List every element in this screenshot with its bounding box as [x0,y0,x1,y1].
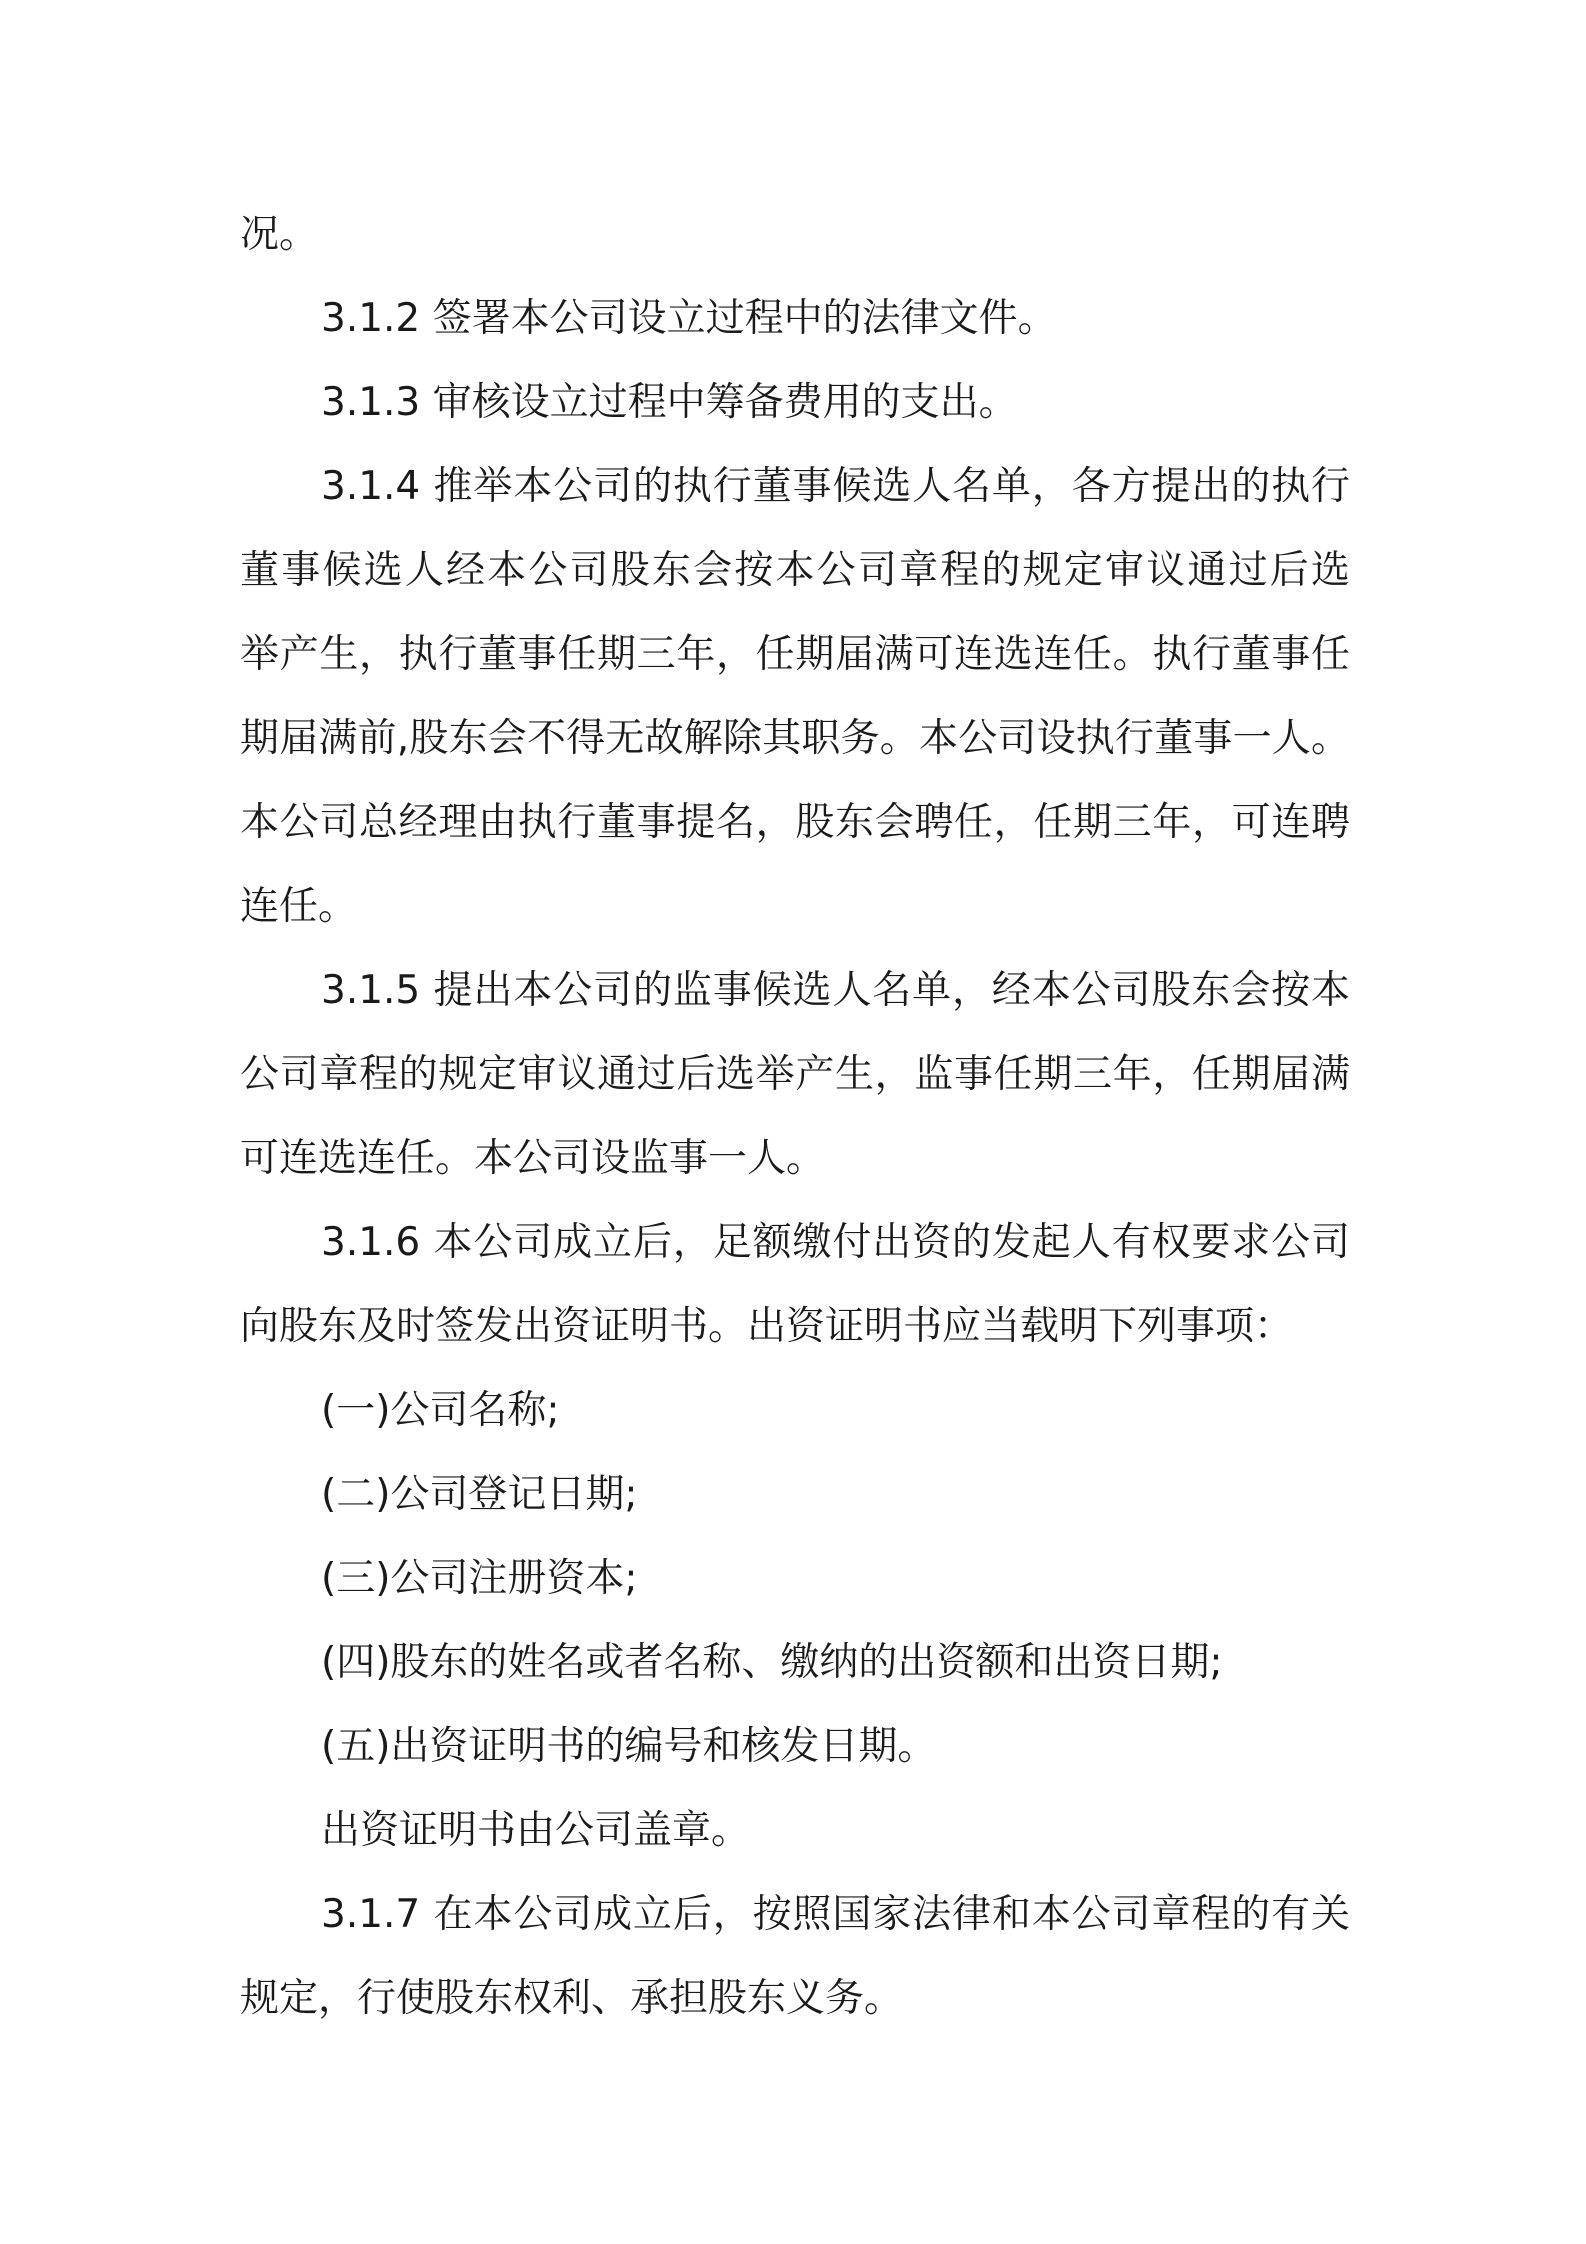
clause-3-1-6 [240,1201,1350,1873]
clause-3-1-2: 3.1.2 签署本公司设立过程中的法律文件。 [321,296,1057,341]
clause-line: 3.1.5 提出本公司的监事候选人名单，经本公司股东会按本 [321,968,1350,1013]
list-item: (三)公司注册资本; [321,1556,638,1601]
clause-line: 本公司总经理由执行董事提名，股东会聘任，任期三年，可连聘 [240,800,1350,845]
list-item: (四)股东的姓名或者名称、缴纳的出资额和出资日期; [321,1640,1223,1685]
clause-3-1-5 [240,949,1350,1201]
clause-3-1-4 [240,445,1350,949]
clause-3-1-7 [240,1873,1350,2041]
clause-line: 连任。 [240,884,358,929]
clause-line: 向股东及时签发出资证明书。出资证明书应当载明下列事项： [240,1304,1294,1349]
clause-3-1-3: 3.1.3 审核设立过程中筹备费用的支出。 [321,380,1018,425]
clause-line: 可连选连任。本公司设监事一人。 [240,1136,826,1181]
clause-line: 期届满前,股东会不得无故解除其职务。本公司设执行董事一人。 [240,716,1350,761]
document-body [240,193,1350,2041]
clause-line: 3.1.4 推举本公司的执行董事候选人名单，各方提出的执行 [321,464,1350,509]
list-item: (五)出资证明书的编号和核发日期。 [321,1724,937,1769]
list-item: (二)公司登记日期; [321,1472,638,1517]
clause-line: 董事候选人经本公司股东会按本公司章程的规定审议通过后选 [240,548,1350,593]
clause-line: 举产生，执行董事任期三年，任期届满可连选连任。执行董事任 [240,632,1350,677]
clause-line: 公司章程的规定审议通过后选举产生，监事任期三年，任期届满 [240,1052,1350,1097]
list-item: (一)公司名称; [321,1388,560,1433]
closing-sentence: 出资证明书由公司盖章。 [321,1808,751,1853]
clause-line: 规定，行使股东权利、承担股东义务。 [240,1976,904,2021]
clause-line: 3.1.6 本公司成立后，足额缴付出资的发起人有权要求公司 [321,1220,1350,1265]
continuation-text: 况。 [240,212,319,257]
clause-line: 3.1.7 在本公司成立后，按照国家法律和本公司章程的有关 [321,1892,1350,1937]
